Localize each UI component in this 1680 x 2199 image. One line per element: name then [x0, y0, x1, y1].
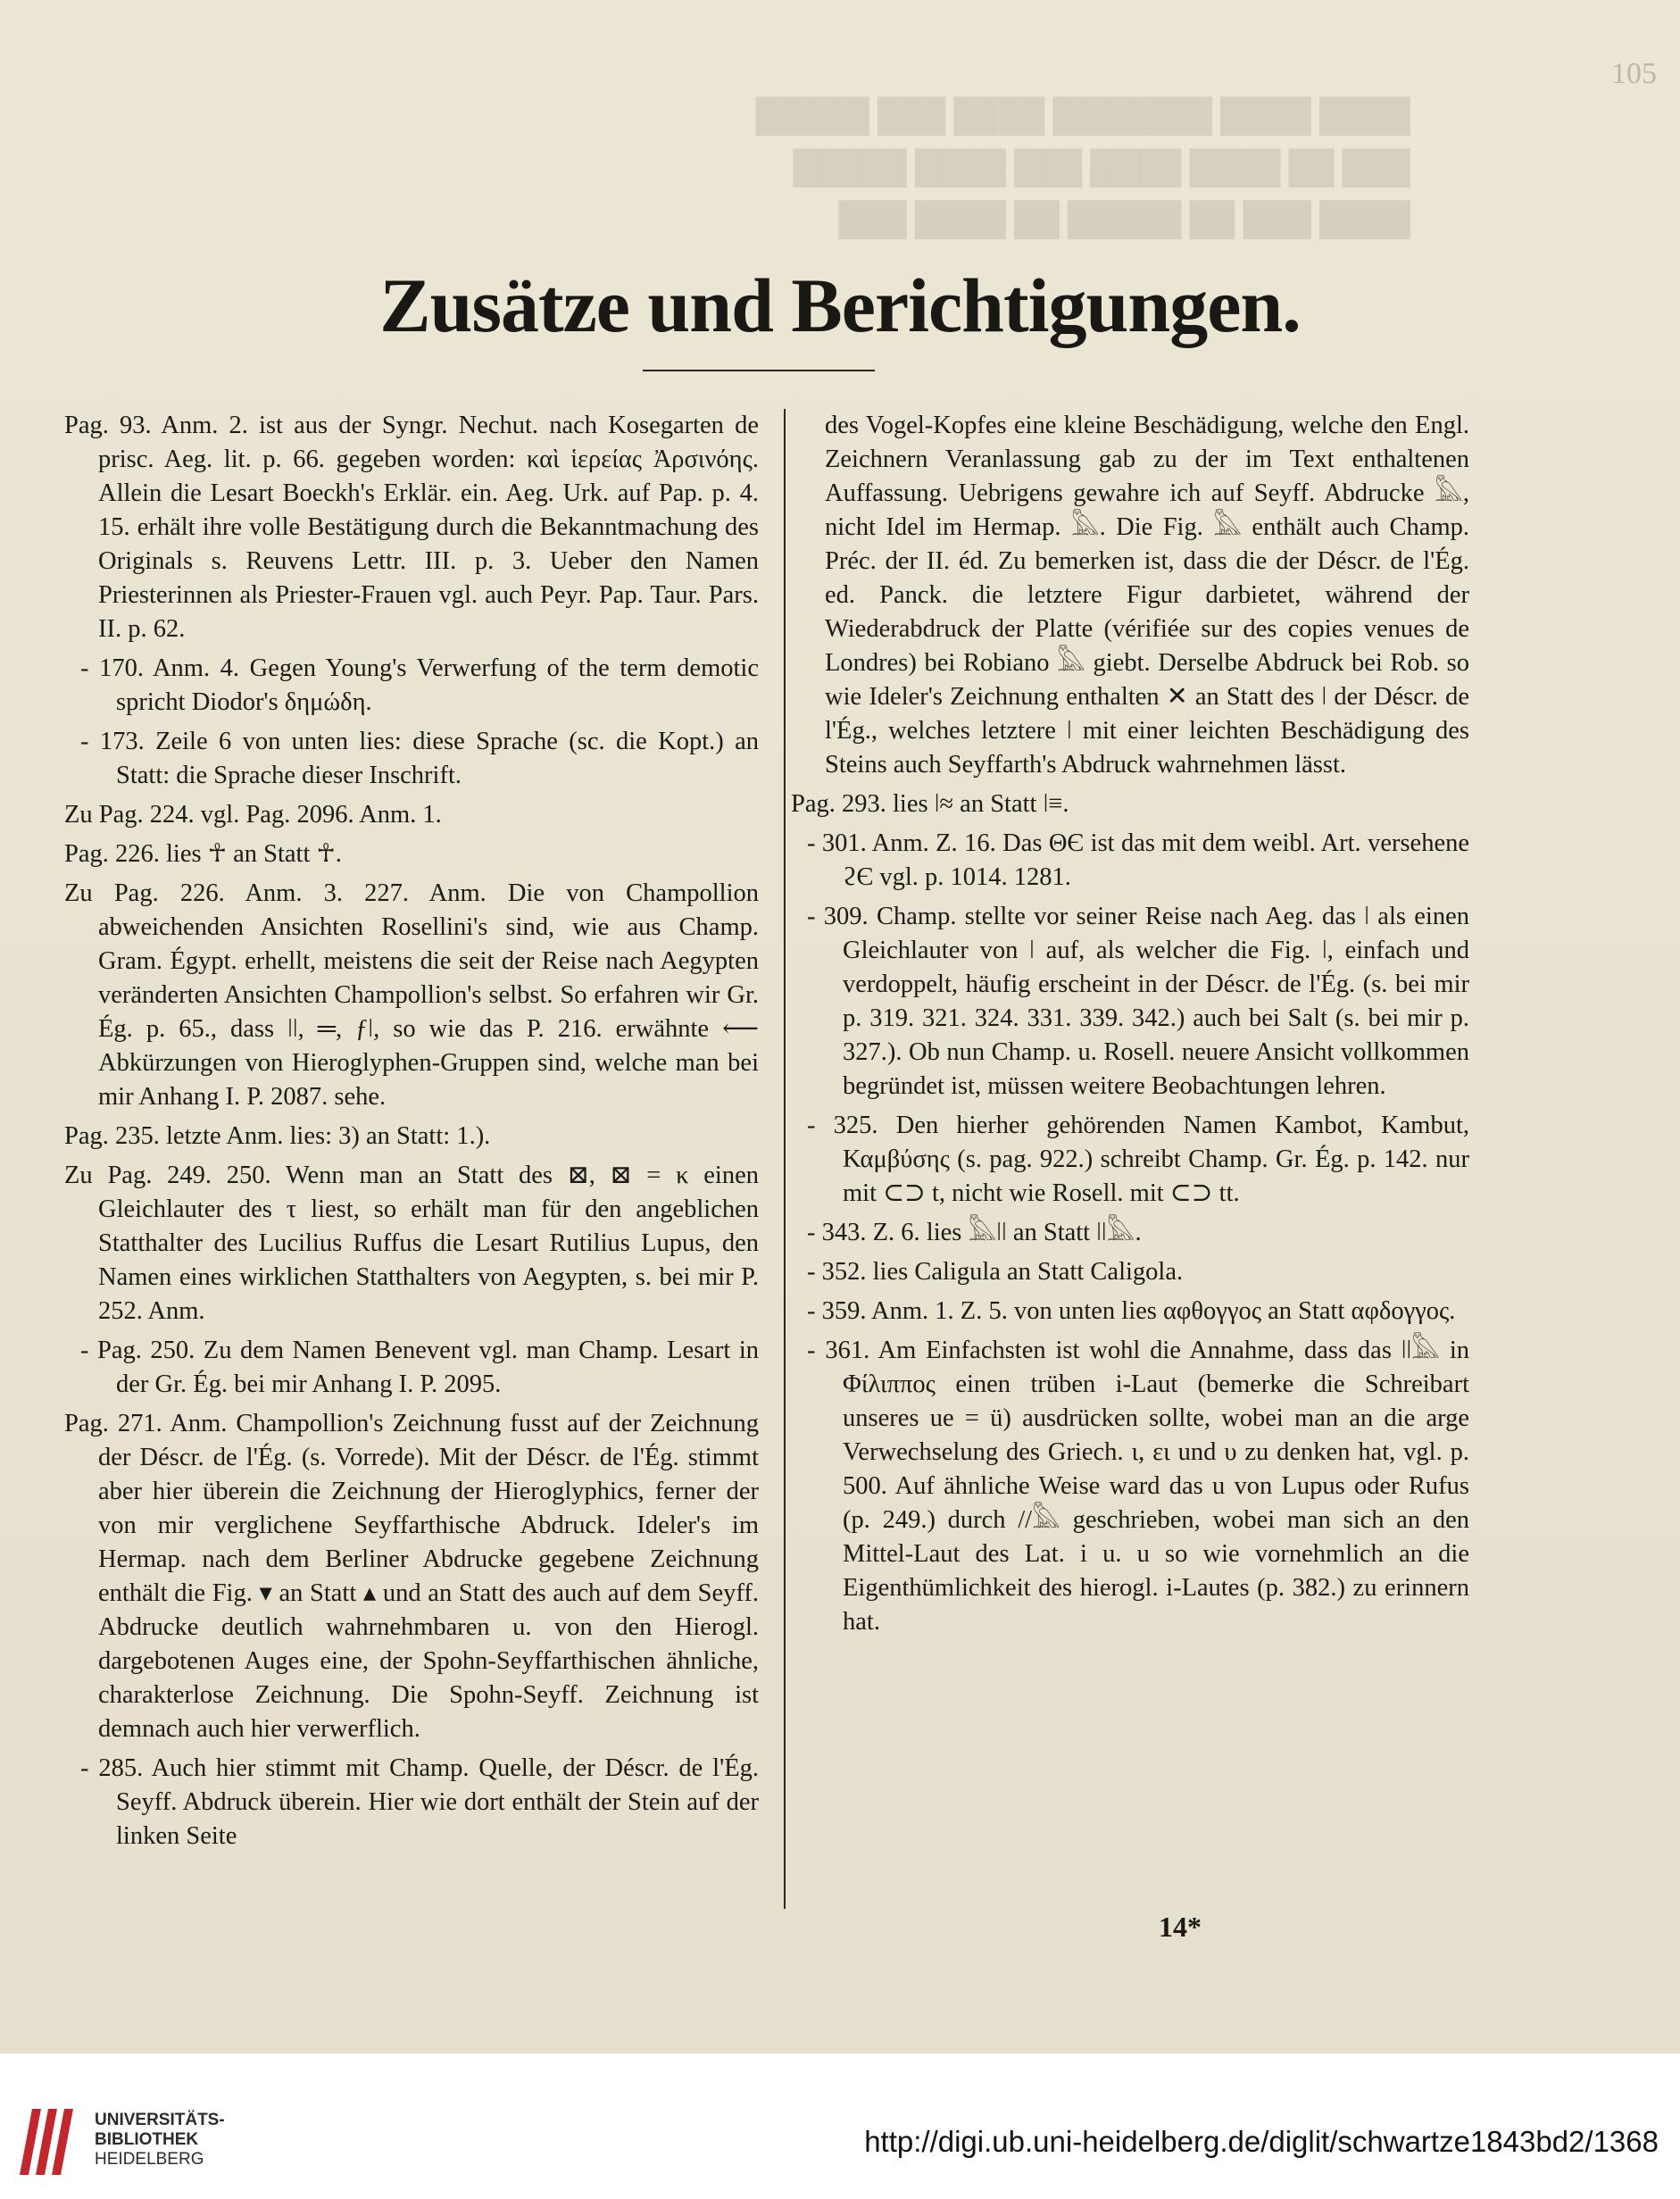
page-title: Zusätze und Berichtigungen. — [379, 262, 1301, 348]
entry-paragraph: Pag. 235. letzte Anm. lies: 3) an Statt: 1.). — [64, 1122, 491, 1150]
right-column — [791, 409, 1469, 1645]
left-column — [64, 409, 759, 1859]
library-name — [95, 2111, 225, 2170]
entry-paragraph: Zu Pag. 249. 250. Wenn man an Statt des ⊠, ⊠ = κ einen Gleichlauter des τ liest, so erhält man für den angeblichen Statthalter des Lucilius Ruffus die Lesart Rutilius Lupus, den Namen eines wirklichen Statthalters von Aegypten, s. bei mir P. 252. Anm. — [64, 1162, 759, 1325]
entry-paragraph: - 361. Am Einfachsten ist wohl die Annahme, dass das ǀǀ𓅓 in Φίλιππος einen trüben i-Laut (bemerke die Schreibart unseres ue = ü) ausdrücken sollte, wobei man an die arge Verwechselung des Griech. ι, ει und υ zu denken hat, vgl. p. 500. Auf ähnliche Weise ward das u von Lupus oder Rufus (p. 249.) durch //𓅓 geschrieben, wobei man sich an den Mittel-Laut des Lat. i u. u so wie vornehmlich an die Eigenthümlichkeit des hierogl. i-Lautes (p. 382.) zu erinnern hat. — [807, 1337, 1469, 1636]
entry-paragraph: - 170. Anm. 4. Gegen Young's Verwerfung of the term demotic spricht Diodor's δημώδη. — [80, 654, 759, 716]
entry-paragraph: - 285. Auch hier stimmt mit Champ. Quelle, der Déscr. de l'Ég. Seyff. Abdruck überein. Hier wie dort enthält der Stein auf der linken Seite — [80, 1754, 759, 1850]
entry-paragraph: Pag. 293. lies ǀ≈ an Statt ǀ≡. — [791, 790, 1069, 818]
entry-paragraph: - 325. Den hierher gehörenden Namen Kambot, Kambut, Καμβύσης (s. pag. 922.) schreibt Champ. Gr. Ég. p. 142. nur mit ⊂⊃ t, nicht wie Rosell. mit ⊂⊃ tt. — [807, 1112, 1469, 1207]
show-through-text: ████ ████ ███████ ████ ███ █████ ███ ██ ████ ████ ███ ████ █████ ████ ███ ██ █████ ██ ████ ███ — [755, 97, 1410, 237]
entry-paragraph: des Vogel-Kopfes eine kleine Beschädigung, welche den Engl. Zeichnern Veranlassung gab zu der im Text enthaltenen Auffassung. Uebrigens gewahre ich auf Seyff. Abdrucke 𓅓, nicht Idel im Hermap. 𓅓. Die Fig. 𓅓 enthält auch Champ. Préc. der II. éd. Zu bemerken ist, dass die der Déscr. de l'Ég. ed. Panck. die letztere Figur darbietet, während der Wiederabdruck der Platte (vérifiée sur des copies venues de Londres) bei Robiano 𓅓 giebt. Derselbe Abdruck bei Rob. so wie Ideler's Zeichnung enthalten ✕ an Statt des ǀ der Déscr. de l'Ég., welches letztere ǀ mit einer leichten Beschädigung des Steins auch Seyffarth's Abdruck wahrnehmen lässt. — [825, 412, 1469, 779]
entry-paragraph: - 343. Z. 6. lies 𓅓ǀǀ an Statt ǀǀ𓅓. — [807, 1219, 1142, 1246]
entry-paragraph: Pag. 93. Anm. 2. ist aus der Syngr. Nechut. nach Kosegarten de prisc. Aeg. lit. p. 66. gegeben worden: καὶ ἱερείας Ἀρσινόης. Allein die Lesart Boeckh's Erklär. ein. Aeg. Urk. auf Pap. p. 4. 15. erhält ihre volle Bestätigung durch die Bekanntmachung des Originals s. Reuvens Lettr. III. p. 3. Ueber den Namen Priesterinnen als Priester-Frauen vgl. auch Peyr. Pap. Taur. Pars. II. p. 62. — [64, 412, 759, 643]
column-separator — [784, 409, 786, 1909]
entry-paragraph: - 301. Anm. Z. 16. Das ΘЄ ist das mit dem weibl. Art. versehene ϩЄ vgl. p. 1014. 1281. — [807, 829, 1469, 891]
entry-paragraph: - 173. Zeile 6 von unten lies: diese Sprache (sc. die Kopt.) an Statt: die Sprache dieser Inschrift. — [80, 728, 759, 789]
entry-paragraph: - 359. Anm. 1. Z. 5. von unten lies αφθογγος an Statt αφδογγος. — [807, 1297, 1456, 1325]
library-name-line: BIBLIOTHEK — [95, 2130, 199, 2149]
catchword: 14* — [1159, 1911, 1202, 1943]
entry-paragraph: Zu Pag. 226. Anm. 3. 227. Anm. Die von Champollion abweichenden Ansichten Rosellini's sind, wie aus Champ. Gram. Égypt. erhellt, meistens die seit der Reise nach Aegypten veränderten Ansichten Champollion's selbst. So erfahren wir Gr. Ég. p. 65., dass ǀǀ, ═, ƒǀ, so wie das P. 216. erwähnte ⟵ Abkürzungen von Hieroglyphen-Gruppen sind, welche man bei mir Anhang I. P. 2087. sehe. — [64, 879, 759, 1111]
library-name-line: UNIVERSITÄTS- — [95, 2111, 225, 2129]
entry-paragraph: - Pag. 250. Zu dem Namen Benevent vgl. man Champ. Lesart in der Gr. Ég. bei mir Anhang I. P. 2095. — [80, 1337, 759, 1398]
permalink-url[interactable]: http://digi.ub.uni-heidelberg.de/diglit/schwartze1843bd2/1368 — [864, 2125, 1659, 2158]
entry-paragraph: Zu Pag. 224. vgl. Pag. 2096. Anm. 1. — [64, 801, 442, 829]
title-rule — [643, 370, 875, 371]
entry-paragraph: - 309. Champ. stellte vor seiner Reise nach Aeg. das ǀ als einen Gleichlauter von ǀ auf, als welcher die Fig. ǀ, einfach und verdoppelt, häufig erscheint in der Déscr. de l'Ég. (s. bei mir p. 319. 321. 324. 331. 339. 342.) auch bei Salt (s. bei mir p. 327.). Ob nun Champ. u. Rosell. neuere Ansicht vollkommen begründet ist, müssen weitere Beobachtungen lehren. — [807, 903, 1469, 1100]
university-library-logo-icon — [14, 2103, 79, 2180]
faint-page-number: 105 — [1611, 57, 1657, 90]
library-name-line: HEIDELBERG — [95, 2150, 204, 2169]
entry-paragraph: Pag. 271. Anm. Champollion's Zeichnung fusst auf der Zeichnung der Déscr. de l'Ég. (s. Vorrede). Mit der Déscr. de l'Ég. stimmt aber hier überein die Zeichnung der Hieroglyphics, ferner der von mir verglichene Seyffarthische Abdruck. Ideler's im Hermap. nach dem Berliner Abdrucke gegebene Zeichnung enthält die Fig. ▾ an Statt ▴ und an Statt des auch auf dem Seyff. Abdrucke deutlich wahrnehmbaren u. von den Hierogl. dargebotenen Auges eine, der Spohn-Seyffarthischen ähnliche, charakterlose Zeichnung. Die Spohn-Seyff. Zeichnung ist demnach auch hier verwerflich. — [64, 1410, 759, 1743]
library-footer — [0, 2053, 1680, 2199]
entry-paragraph: - 352. lies Caligula an Statt Caligola. — [807, 1258, 1184, 1286]
entry-paragraph: Pag. 226. lies ☥ an Statt ☥. — [64, 840, 342, 868]
